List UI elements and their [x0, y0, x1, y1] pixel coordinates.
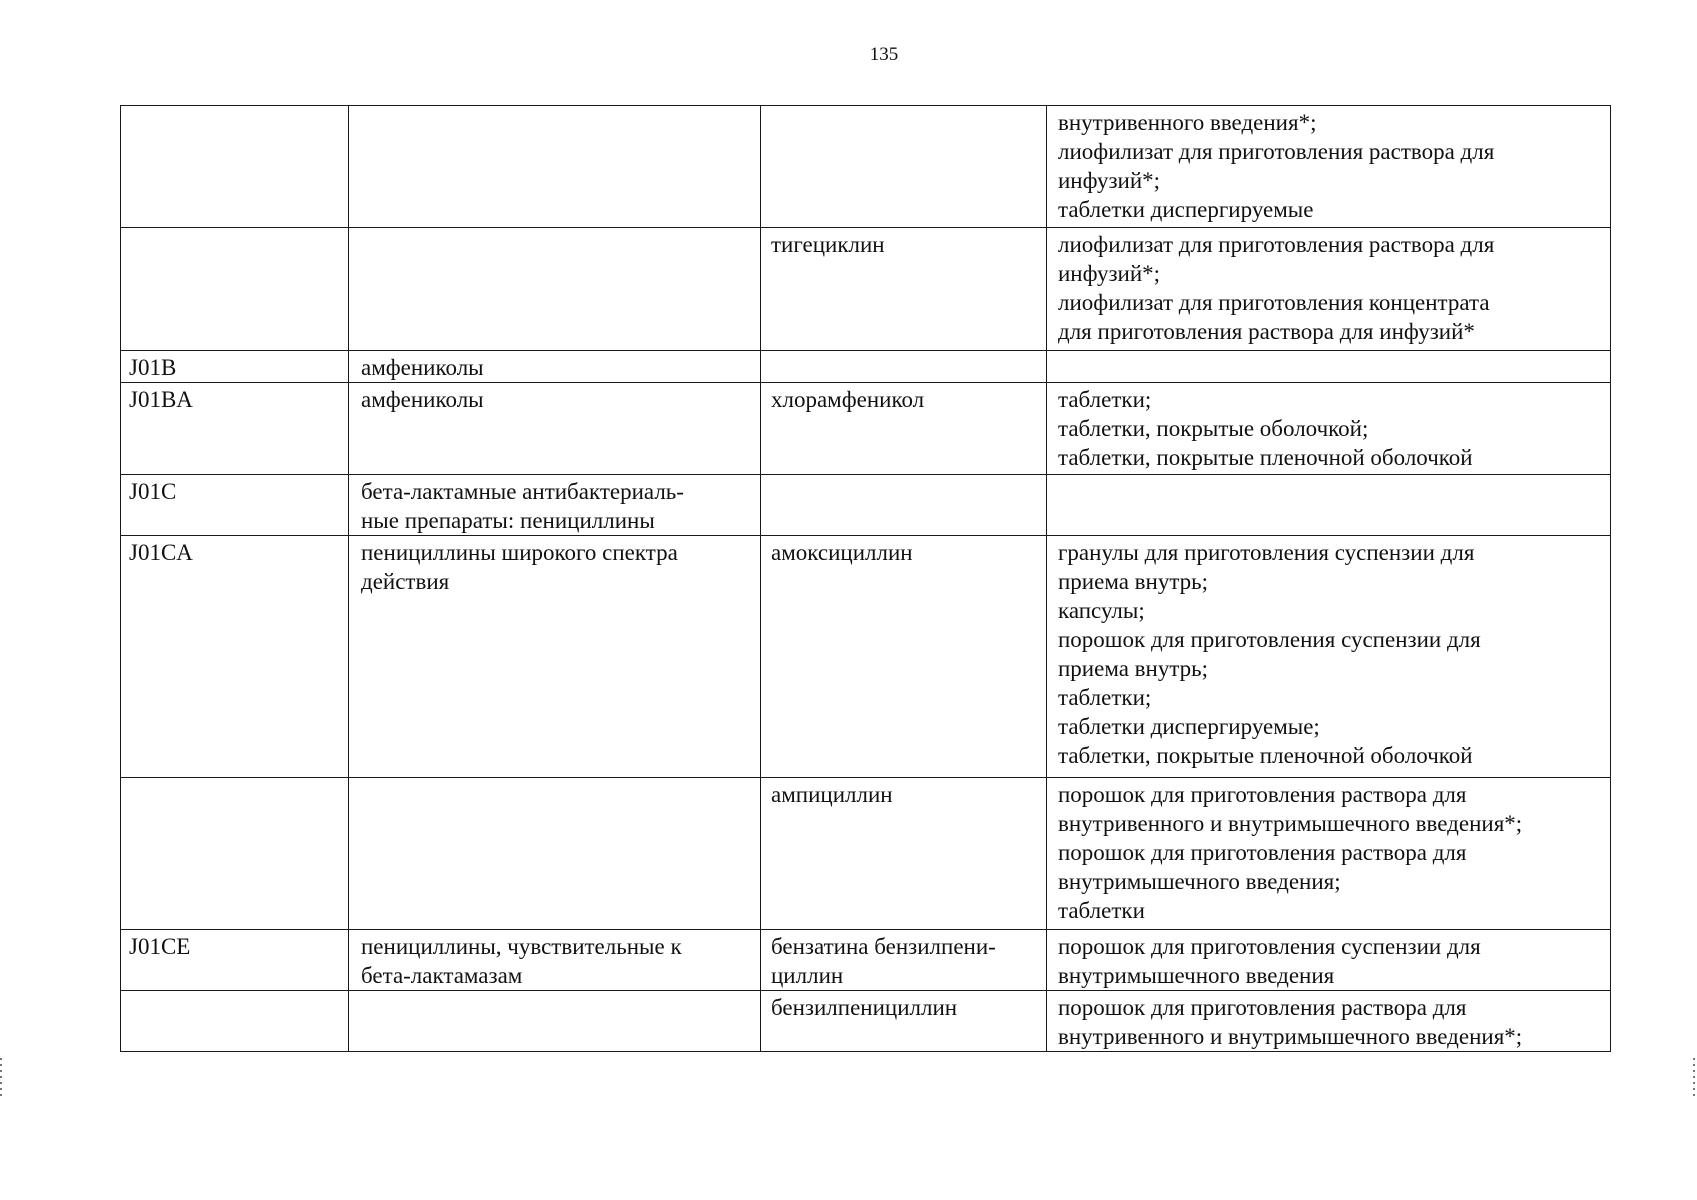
drug-name: циллин — [771, 963, 844, 988]
form-line: таблетки, покрытые оболочкой; — [1058, 416, 1369, 441]
atc-code-cell — [121, 778, 349, 930]
atc-code: J01CA — [129, 540, 193, 565]
scan-edge-mark-right — [1693, 1058, 1695, 1100]
form-line: порошок для приготовления суспензии для — [1058, 627, 1481, 652]
forms-cell — [1047, 351, 1611, 383]
table-row — [121, 778, 1611, 930]
form-line: порошок для приготовления раствора для — [1058, 782, 1467, 807]
drug-cell — [761, 351, 1047, 383]
drug-name: бензатина бензилпени- — [771, 934, 996, 959]
forms-cell — [1047, 383, 1611, 475]
drug-table — [120, 105, 1611, 1052]
drug-cell — [761, 778, 1047, 930]
group-cell — [349, 475, 761, 536]
forms-cell — [1047, 228, 1611, 351]
atc-code-cell — [121, 351, 349, 383]
form-line: таблетки — [1058, 898, 1145, 923]
drug-cell — [761, 991, 1047, 1052]
atc-code-cell — [121, 991, 349, 1052]
form-line: таблетки диспергируемые — [1058, 197, 1314, 222]
table-row — [121, 228, 1611, 351]
group-name: ные препараты: пенициллины — [361, 508, 655, 533]
form-line: внутримышечного введения; — [1058, 869, 1341, 894]
group-cell — [349, 930, 761, 991]
group-name: бета-лактамные антибактериаль- — [361, 479, 684, 504]
group-name: бета-лактамазам — [361, 963, 523, 988]
form-line: внутривенного и внутримышечного введения*; — [1058, 1024, 1523, 1049]
atc-code-cell — [121, 383, 349, 475]
page-number: 135 — [869, 44, 899, 65]
group-name: действия — [361, 569, 450, 594]
group-name: амфениколы — [361, 387, 484, 412]
group-cell — [349, 383, 761, 475]
table-row — [121, 991, 1611, 1052]
drug-cell — [761, 930, 1047, 991]
forms-cell — [1047, 991, 1611, 1052]
atc-code: J01C — [129, 479, 177, 504]
atc-code-cell — [121, 106, 349, 228]
table-row — [121, 475, 1611, 536]
form-line: инфузий*; — [1058, 168, 1161, 193]
form-line: порошок для приготовления раствора для — [1058, 995, 1467, 1020]
group-cell — [349, 228, 761, 351]
form-line: гранулы для приготовления суспензии для — [1058, 540, 1475, 565]
drug-name: амоксициллин — [771, 540, 913, 565]
group-cell — [349, 351, 761, 383]
form-line: таблетки; — [1058, 685, 1152, 710]
atc-code: J01BA — [129, 387, 193, 412]
form-line: порошок для приготовления суспензии для — [1058, 934, 1481, 959]
drug-name: ампициллин — [771, 782, 893, 807]
form-line: приема внутрь; — [1058, 569, 1209, 594]
form-line: инфузий*; — [1058, 261, 1161, 286]
scan-edge-mark-left — [0, 1058, 2, 1100]
forms-cell — [1047, 778, 1611, 930]
group-cell — [349, 106, 761, 228]
form-line: приема внутрь; — [1058, 656, 1209, 681]
forms-cell — [1047, 106, 1611, 228]
table-row — [121, 536, 1611, 778]
form-line: порошок для приготовления раствора для — [1058, 840, 1467, 865]
forms-cell — [1047, 930, 1611, 991]
forms-cell — [1047, 536, 1611, 778]
table-row — [121, 383, 1611, 475]
form-line: лиофилизат для приготовления раствора для — [1058, 232, 1495, 257]
atc-code: J01CE — [129, 934, 191, 959]
form-line: внутривенного и внутримышечного введения*; — [1058, 811, 1523, 836]
form-line: капсулы; — [1058, 598, 1145, 623]
atc-code-cell — [121, 536, 349, 778]
table-row — [121, 106, 1611, 228]
drug-cell — [761, 536, 1047, 778]
table-row — [121, 930, 1611, 991]
group-name: пенициллины, чувствительные к — [361, 934, 682, 959]
form-line: лиофилизат для приготовления концентрата — [1058, 290, 1490, 315]
group-name: амфениколы — [361, 355, 484, 380]
form-line: таблетки диспергируемые; — [1058, 714, 1320, 739]
group-cell — [349, 536, 761, 778]
drug-cell — [761, 106, 1047, 228]
form-line: лиофилизат для приготовления раствора для — [1058, 139, 1495, 164]
table-row — [121, 351, 1611, 383]
drug-name: тигециклин — [771, 232, 885, 257]
drug-cell — [761, 383, 1047, 475]
atc-code-cell — [121, 930, 349, 991]
group-name: пенициллины широкого спектра — [361, 540, 678, 565]
form-line: таблетки, покрытые пленочной оболочкой — [1058, 445, 1473, 470]
drug-name: бензилпенициллин — [771, 995, 958, 1020]
group-cell — [349, 778, 761, 930]
form-line: внутривенного введения*; — [1058, 110, 1317, 135]
drug-cell — [761, 475, 1047, 536]
group-cell — [349, 991, 761, 1052]
form-line: таблетки, покрытые пленочной оболочкой — [1058, 743, 1473, 768]
atc-code-cell — [121, 228, 349, 351]
atc-code-cell — [121, 475, 349, 536]
drug-cell — [761, 228, 1047, 351]
forms-cell — [1047, 475, 1611, 536]
form-line: внутримышечного введения — [1058, 963, 1335, 988]
form-line: таблетки; — [1058, 387, 1152, 412]
form-line: для приготовления раствора для инфузий* — [1058, 319, 1475, 344]
atc-code: J01B — [129, 355, 177, 380]
drug-name: хлорамфеникол — [771, 387, 925, 412]
